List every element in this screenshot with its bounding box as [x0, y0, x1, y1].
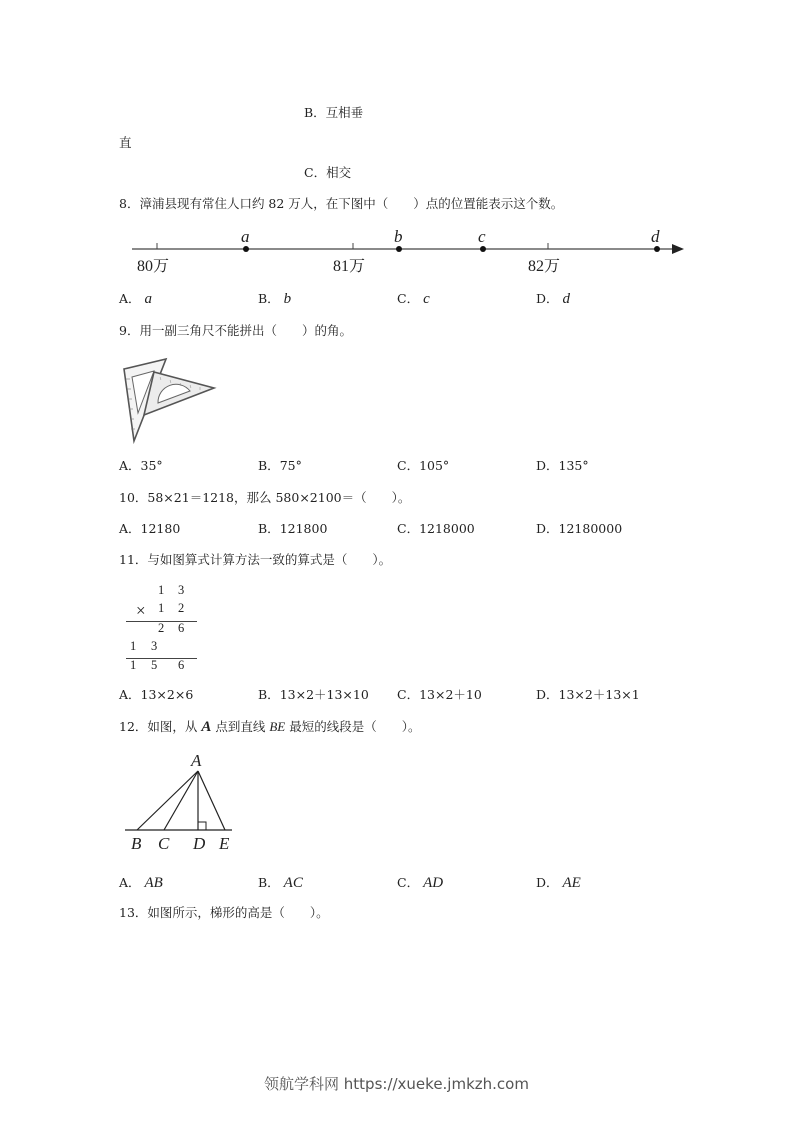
option-key: A． — [119, 521, 141, 536]
q12-option-a[interactable] — [119, 876, 163, 891]
q10-stem: 10．58×21＝1218，那么 580×2100＝（ ）。 — [119, 490, 411, 505]
option-value: a — [144, 291, 153, 307]
digit: 1 — [130, 639, 137, 653]
option-value: 12180000 — [558, 521, 623, 536]
option-key: A． — [119, 687, 141, 702]
prev-option-b-wrap: 直 — [119, 135, 132, 150]
option-value: 135° — [558, 458, 589, 473]
prev-option-b: B．互相垂 — [304, 105, 364, 120]
option-value: 105° — [419, 458, 450, 473]
figure-label-b: B — [131, 834, 142, 853]
option-value: 12180 — [140, 521, 181, 536]
point-label-b: b — [394, 227, 403, 246]
point-label-c: c — [478, 227, 486, 246]
tick-label-80: 80万 — [137, 258, 170, 275]
option-value: b — [283, 291, 292, 307]
q12-option-b[interactable] — [258, 876, 303, 891]
option-key: B． — [258, 521, 280, 536]
q13-stem: 13．如图所示，梯形的高是（ ）。 — [119, 905, 329, 920]
prev-option-c: C．相交 — [304, 165, 352, 180]
digit: 1 — [130, 658, 137, 672]
option-key: C． — [397, 521, 420, 536]
option-key: A． — [119, 458, 141, 473]
digit: 5 — [151, 658, 158, 672]
footer-watermark: 领航学科网 https://xueke.jmkzh.com — [264, 1075, 529, 1093]
option-value: 1218000 — [419, 521, 475, 536]
q12-option-d[interactable] — [536, 876, 581, 891]
digit: 1 — [158, 601, 165, 615]
line-be: BE — [269, 719, 286, 734]
option-value: 13×2×6 — [140, 687, 194, 702]
q11-stem: 11．与如图算式计算方法一致的算式是（ ）。 — [119, 552, 392, 567]
option-value: 13×2＋13×1 — [558, 687, 640, 702]
point-a: A — [201, 719, 212, 735]
option-value: d — [562, 291, 571, 307]
option-key: C． — [397, 458, 420, 473]
figure-label-e: E — [219, 834, 230, 853]
q9-stem: 9．用一副三角尺不能拼出（ ）的角。 — [119, 323, 352, 338]
option-key: D． — [536, 687, 559, 702]
option-key: D． — [536, 521, 559, 536]
digit: 2 — [158, 621, 165, 635]
option-key: D． — [536, 458, 559, 473]
option-value: 13×2＋10 — [419, 687, 482, 702]
point-label-a: a — [241, 227, 250, 246]
stem-text: 最短的线段是（ ）。 — [285, 719, 421, 734]
digit: 2 — [178, 601, 185, 615]
digit: 1 — [158, 583, 165, 597]
option-value: 121800 — [279, 521, 328, 536]
q12-option-c[interactable] — [397, 876, 443, 891]
option-key: B． — [258, 458, 280, 473]
point-label-d: d — [651, 227, 660, 246]
digit: 6 — [178, 658, 185, 672]
option-key: B． — [258, 875, 280, 890]
option-key: C． — [397, 291, 420, 306]
option-key: A． — [119, 875, 141, 890]
digit: 6 — [178, 621, 185, 635]
option-key: B． — [258, 291, 280, 306]
figure-label-d: D — [193, 834, 206, 853]
digit: 3 — [178, 583, 185, 597]
option-value: 35° — [140, 458, 163, 473]
stem-text: 点到直线 — [211, 719, 270, 734]
option-key: D． — [536, 875, 559, 890]
option-key: A． — [119, 291, 141, 306]
figure-label-a: A — [191, 751, 202, 770]
times-sign: × — [136, 601, 146, 620]
figure-label-c: C — [158, 834, 170, 853]
option-key: C． — [397, 687, 420, 702]
option-value: AC — [283, 875, 303, 891]
option-value: c — [423, 291, 430, 307]
tick-label-82: 82万 — [528, 258, 561, 275]
stem-text: 12．如图，从 — [119, 719, 202, 734]
option-key: C． — [397, 875, 420, 890]
option-key: D． — [536, 291, 559, 306]
digit: 3 — [151, 639, 158, 653]
option-value: 75° — [279, 458, 302, 473]
option-key: B． — [258, 687, 280, 702]
option-value: AD — [423, 875, 444, 891]
option-value: AE — [562, 875, 581, 891]
q8-stem: 8．漳浦县现有常住人口约 82 万人，在下图中（ ）点的位置能表示这个数。 — [119, 196, 564, 211]
option-value: 13×2＋13×10 — [279, 687, 369, 702]
tick-label-81: 81万 — [333, 258, 366, 275]
option-value: AB — [144, 875, 163, 891]
